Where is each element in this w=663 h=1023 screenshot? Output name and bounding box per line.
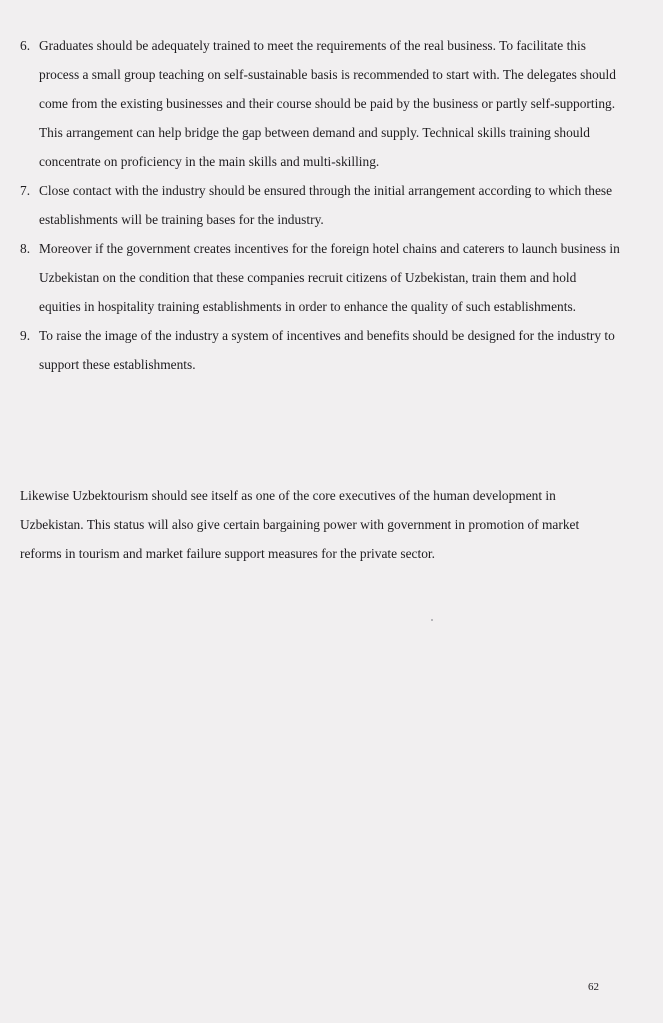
list-item (20, 31, 620, 176)
item-number: 7. (20, 183, 31, 198)
item-text: To raise the image of the industry a system of incentives and benefits should be designed for the industry to support these establishments. (39, 328, 615, 372)
scan-speck (431, 619, 433, 621)
item-number: 9. (20, 328, 31, 343)
item-number: 6. (20, 38, 31, 53)
list-item (20, 176, 620, 234)
list-item (20, 234, 620, 321)
item-text: Graduates should be adequately trained to meet the requirements of the real business. To facilitate this process a small group teaching on self-sustainable basis is recommended to start with. The delegates should come from the existing businesses and their course should be paid by the business or partly self-supporting. This arrangement can help bridge the gap between demand and supply. Technical skills training should concentrate on proficiency in the main skills and multi-skilling. (39, 38, 616, 169)
body-paragraph: Likewise Uzbektourism should see itself as one of the core executives of the human development in Uzbekistan. This status will also give certain bargaining power with government in promotion of market reforms in tourism and market failure support measures for the private sector. (20, 488, 580, 561)
item-text: Close contact with the industry should be ensured through the initial arrangement according to which these establishments will be training bases for the industry. (39, 183, 613, 227)
page-number: 62 (588, 981, 599, 993)
recommendation-list (20, 31, 620, 379)
item-number: 8. (20, 241, 31, 256)
item-text: Moreover if the government creates incentives for the foreign hotel chains and caterers to launch business in Uzbekistan on the condition that these companies recruit citizens of Uzbekistan, train them and hold equities in hospitality training establishments in order to enhance the quality of such establishments. (39, 241, 620, 314)
list-item (20, 321, 620, 379)
